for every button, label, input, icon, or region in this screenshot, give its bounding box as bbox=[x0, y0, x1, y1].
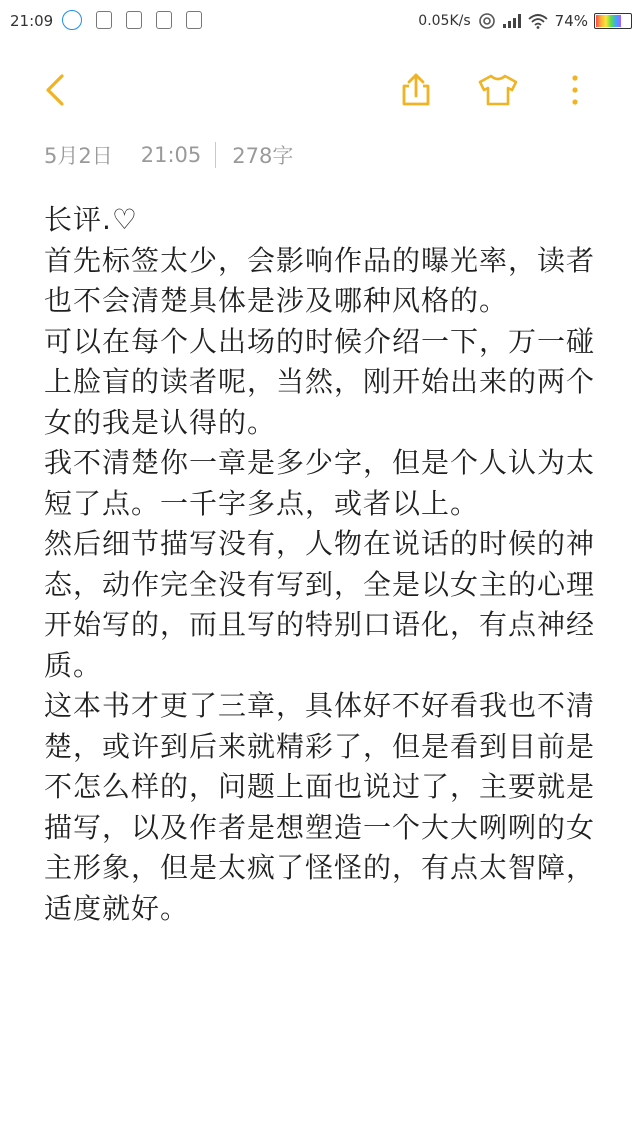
share-button[interactable] bbox=[396, 70, 436, 110]
tshirt-icon bbox=[476, 70, 520, 110]
note-time: 21:05 bbox=[140, 143, 202, 167]
note-date: 5月2日 bbox=[44, 144, 113, 168]
app-icon bbox=[186, 11, 202, 29]
note-paragraph: 这本书才更了三章，具体好不好看我也不清楚，或许到后来就精彩了，但是看到目前是不怎么样的，问题上面也说过了，主要就是描写，以及作者是想塑造一个大大咧咧的女主形象，但是太疯了怪怪的，有点太智障，适度就好。 bbox=[44, 689, 596, 925]
note-paragraph: 可以在每个人出场的时候介绍一下，万一碰上脸盲的读者呢，当然，刚开始出来的两个女的我是认得的。 bbox=[44, 324, 596, 439]
note-paragraph: 长评.♡ bbox=[44, 203, 139, 236]
back-button[interactable] bbox=[38, 70, 74, 110]
note-paragraph: 首先标签太少，会影响作品的曝光率，读者也不会清楚具体是涉及哪种风格的。 bbox=[44, 243, 596, 317]
toolbar bbox=[0, 60, 640, 120]
meta-divider bbox=[215, 142, 216, 168]
status-right bbox=[418, 12, 632, 30]
notification-icons bbox=[62, 10, 202, 30]
more-button[interactable] bbox=[560, 70, 590, 110]
status-bar bbox=[0, 0, 640, 44]
hotspot-icon bbox=[477, 12, 497, 30]
battery-icon bbox=[594, 13, 632, 29]
net-speed: 0.05K/s bbox=[418, 13, 471, 29]
app-icon bbox=[96, 11, 112, 29]
bubble-icon bbox=[62, 10, 82, 30]
more-vertical-icon bbox=[560, 70, 590, 110]
note-body[interactable] bbox=[44, 200, 604, 929]
signal-icon bbox=[503, 14, 521, 28]
share-icon bbox=[396, 70, 436, 110]
battery-percent: 74% bbox=[554, 12, 588, 30]
wifi-icon bbox=[527, 13, 549, 29]
battery-fill bbox=[596, 15, 621, 27]
note-char-count: 278字 bbox=[232, 144, 294, 168]
note-paragraph: 然后细节描写没有，人物在说话的时候的神态，动作完全没有写到，全是以女主的心理开始写的，而且写的特别口语化，有点神经质。 bbox=[44, 527, 596, 682]
app-icon bbox=[126, 11, 142, 29]
note-meta bbox=[44, 140, 293, 170]
app-icon bbox=[156, 11, 172, 29]
theme-button[interactable] bbox=[476, 70, 520, 110]
note-paragraph: 我不清楚你一章是多少字，但是个人认为太短了点。一千字多点，或者以上。 bbox=[44, 446, 596, 520]
chevron-left-icon bbox=[38, 70, 74, 110]
status-time: 21:09 bbox=[10, 12, 54, 30]
